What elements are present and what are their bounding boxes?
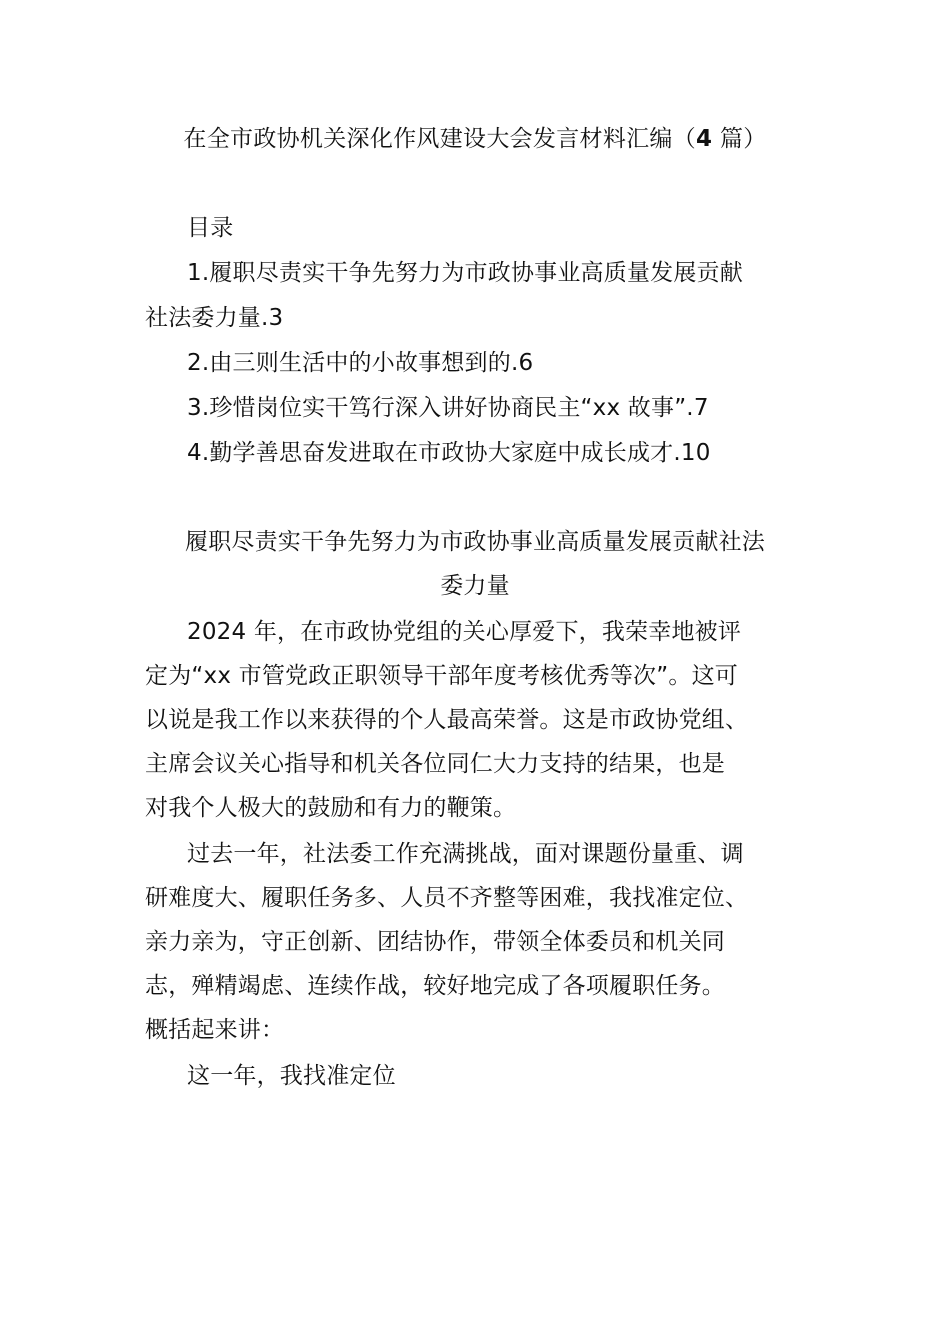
paragraph-1-line-4: 主席会议关心指导和机关各位同仁大力支持的结果，也是	[145, 751, 725, 777]
toc-item-4: 4.勤学善思奋发进取在市政协大家庭中成长成才.10	[187, 440, 711, 466]
document-title-count: 4	[696, 126, 713, 152]
paragraph-1-line-1: 2024 年，在市政协党组的关心厚爱下，我荣幸地被评	[187, 619, 742, 645]
paragraph-2-line-3: 亲力亲为，守正创新、团结协作，带领全体委员和机关同	[145, 929, 725, 955]
toc-item-3: 3.珍惜岗位实干笃行深入讲好协商民主“xx 故事”.7	[187, 395, 709, 421]
document-title	[0, 119, 950, 159]
paragraph-2-line-1: 过去一年，社法委工作充满挑战，面对课题份量重、调	[187, 841, 744, 867]
section-title-continuation: 委力量	[440, 573, 510, 599]
toc-item-2: 2.由三则生活中的小故事想到的.6	[187, 350, 534, 376]
paragraph-1-line-2: 定为“xx 市管党政正职领导干部年度考核优秀等次”。这可	[145, 663, 738, 689]
paragraph-2-line-4: 志，殚精竭虑、连续作战，较好地完成了各项履职任务。	[145, 973, 725, 999]
document-title-tail: 篇）	[712, 126, 767, 152]
toc-item-1-continuation: 社法委力量.3	[145, 305, 284, 331]
paragraph-1-line-5: 对我个人极大的鼓励和有力的鞭策。	[145, 795, 517, 821]
document-title-main: 在全市政协机关深化作风建设大会发言材料汇编（	[183, 126, 697, 152]
toc-item-1: 1.履职尽责实干争先努力为市政协事业高质量发展贡献	[187, 260, 743, 286]
paragraph-3-line-1: 这一年，我找准定位	[187, 1063, 396, 1089]
paragraph-1-line-3: 以说是我工作以来获得的个人最高荣誉。这是市政协党组、	[145, 707, 749, 733]
toc-heading: 目录	[187, 215, 234, 241]
paragraph-2-line-5: 概括起来讲：	[145, 1017, 285, 1043]
section-title: 履职尽责实干争先努力为市政协事业高质量发展贡献社法	[185, 529, 765, 555]
paragraph-2-line-2: 研难度大、履职任务多、人员不齐整等困难，我找准定位、	[145, 885, 749, 911]
